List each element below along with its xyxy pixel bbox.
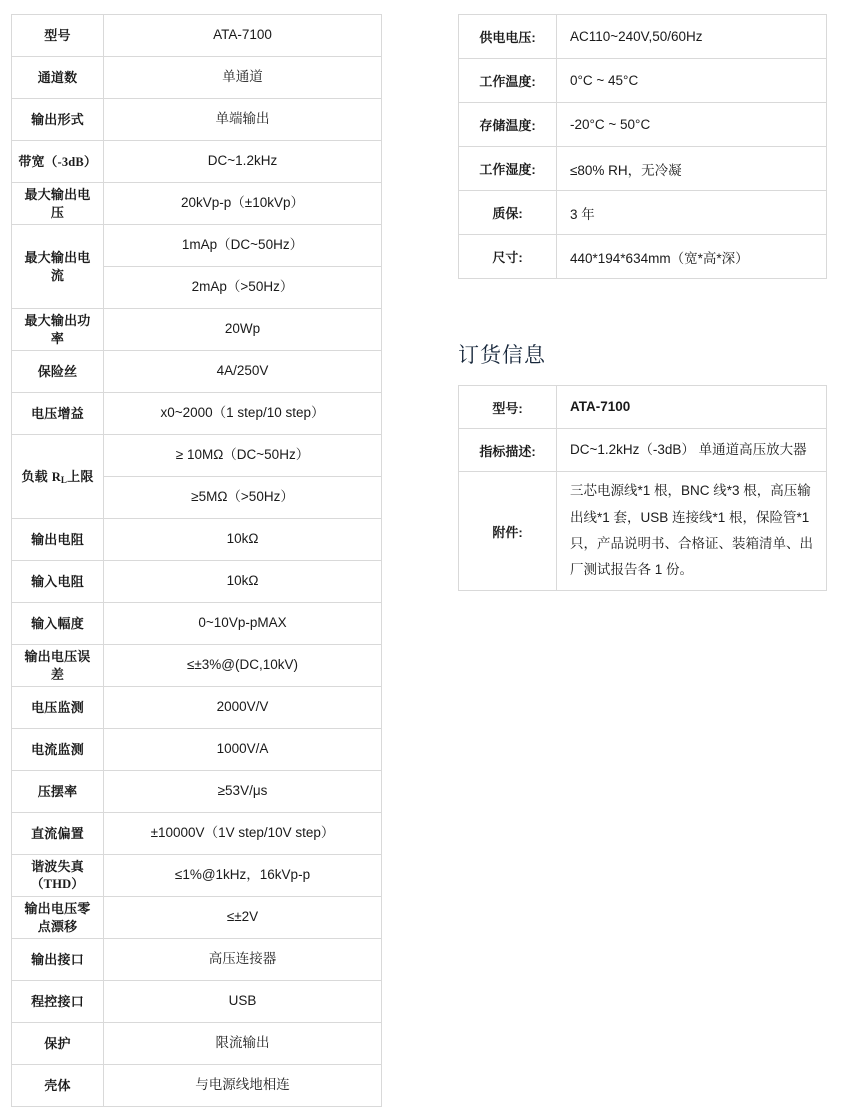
spec-label-zero-drift: 输出电压零点漂移 [12,897,104,939]
table-row [12,1065,382,1107]
table-row [12,309,382,351]
spec-label-thd-note: （THD） [30,877,85,892]
table-row [12,225,382,267]
spec-value-model: ATA-7100 [104,15,382,57]
table-row [12,687,382,729]
table-row [12,351,382,393]
spec-label-dc-offset: 直流偏置 [12,813,104,855]
main-specification-table [11,14,382,1107]
table-row [12,855,382,897]
spec-label-bandwidth-text: 带宽 [18,153,45,169]
spec-value-bandwidth: DC~1.2kHz [104,141,382,183]
table-row [459,191,827,235]
spec-value-fuse: 4A/250V [104,351,382,393]
spec-label-channels: 通道数 [12,57,104,99]
spec-value-input-amplitude: 0~10Vp-pMAX [104,603,382,645]
spec-label-input-resistance: 输入电阻 [12,561,104,603]
table-row [12,99,382,141]
table-row [12,981,382,1023]
env-value-dimensions: 440*194*634mm（宽*高*深） [557,235,827,279]
spec-label-fuse: 保险丝 [12,351,104,393]
table-row [459,472,827,591]
spec-value-zero-drift: ≤±2V [104,897,382,939]
table-row [12,603,382,645]
env-label-operating-temperature: 工作温度: [459,59,557,103]
spec-label-bandwidth-note: （-3dB） [44,154,97,169]
spec-value-load-high: ≥5MΩ（>50Hz） [104,477,382,519]
table-row [459,429,827,472]
table-row [12,897,382,939]
spec-label-voltage-gain: 电压增益 [12,393,104,435]
load-label-prefix: 负载 [21,468,48,484]
table-row [12,15,382,57]
spec-value-dc-offset: ±10000V（1V step/10V step） [104,813,382,855]
table-row [12,771,382,813]
ordering-information-heading: 订货信息 [458,344,546,367]
table-row [459,147,827,191]
table-row [12,393,382,435]
spec-value-enclosure: 与电源线地相连 [104,1065,382,1107]
spec-value-max-output-power: 20Wp [104,309,382,351]
spec-label-voltage-monitor: 电压监测 [12,687,104,729]
spec-label-input-amplitude: 输入幅度 [12,603,104,645]
spec-label-protection: 保护 [12,1023,104,1065]
spec-value-channels: 单通道 [104,57,382,99]
spec-label-thd [12,855,104,897]
spec-label-enclosure: 壳体 [12,1065,104,1107]
table-row [12,1023,382,1065]
spec-label-max-output-voltage: 最大输出电压 [12,183,104,225]
env-value-operating-temperature: 0°C ~ 45°C [557,59,827,103]
spec-label-program-interface: 程控接口 [12,981,104,1023]
spec-label-output-voltage-error: 输出电压误差 [12,645,104,687]
table-row [12,561,382,603]
table-row [12,141,382,183]
ordering-information-table [458,385,827,591]
table-row [12,729,382,771]
table-row [459,386,827,429]
env-label-supply-voltage: 供电电压: [459,15,557,59]
table-row [459,235,827,279]
table-row [12,645,382,687]
env-label-warranty: 质保: [459,191,557,235]
spec-label-load-upper-limit [12,435,104,519]
spec-label-max-output-power: 最大输出功率 [12,309,104,351]
spec-label-model: 型号 [12,15,104,57]
order-value-accessories: 三芯电源线*1 根，BNC 线*3 根，高压输出线*1 套，USB 连接线*1 根，保险管*1 只，产品说明书、合格证、装箱清单、出厂测试报告各 1 份。 [557,472,827,591]
load-label-suffix: 上限 [67,468,94,484]
table-row [12,939,382,981]
spec-value-voltage-gain: x0~2000（1 step/10 step） [104,393,382,435]
order-label-description: 指标描述: [459,429,557,472]
spec-value-max-output-current-high: 2mAp（>50Hz） [104,267,382,309]
table-row [12,57,382,99]
spec-value-input-resistance: 10kΩ [104,561,382,603]
spec-label-output-resistance: 输出电阻 [12,519,104,561]
env-value-operating-humidity: ≤80% RH，无冷凝 [557,147,827,191]
spec-label-thd-text: 谐波失真 [31,858,84,874]
env-label-dimensions: 尺寸: [459,235,557,279]
table-row [459,59,827,103]
spec-value-slew-rate: ≥53V/μs [104,771,382,813]
table-row [12,519,382,561]
spec-value-output-connector: 高压连接器 [104,939,382,981]
spec-value-max-output-voltage: 20kVp-p（±10kVp） [104,183,382,225]
table-row [459,15,827,59]
env-label-operating-humidity: 工作湿度: [459,147,557,191]
load-symbol-sub-l: L [60,474,68,485]
spec-value-thd: ≤1%@1kHz，16kVp-p [104,855,382,897]
spec-value-program-interface: USB [104,981,382,1023]
spec-label-slew-rate: 压摆率 [12,771,104,813]
environment-specification-table [458,14,827,279]
table-row [12,183,382,225]
spec-value-load-low: ≥ 10MΩ（DC~50Hz） [104,435,382,477]
order-label-accessories: 附件: [459,472,557,591]
spec-label-output-connector: 输出接口 [12,939,104,981]
load-label-symbol [52,470,67,484]
env-value-supply-voltage: AC110~240V,50/60Hz [557,15,827,59]
table-row [459,103,827,147]
spec-label-current-monitor: 电流监测 [12,729,104,771]
spec-label-output-form: 输出形式 [12,99,104,141]
env-label-storage-temperature: 存储温度: [459,103,557,147]
order-value-model: ATA-7100 [557,386,827,429]
spec-value-output-form: 单端输出 [104,99,382,141]
spec-value-current-monitor: 1000V/A [104,729,382,771]
spec-value-output-resistance: 10kΩ [104,519,382,561]
table-row [12,435,382,477]
env-value-storage-temperature: -20°C ~ 50°C [557,103,827,147]
spec-value-voltage-monitor: 2000V/V [104,687,382,729]
spec-value-protection: 限流输出 [104,1023,382,1065]
env-value-warranty: 3 年 [557,191,827,235]
order-label-model: 型号: [459,386,557,429]
order-value-description: DC~1.2kHz（-3dB） 单通道高压放大器 [557,429,827,472]
spec-value-output-voltage-error: ≤±3%@(DC,10kV) [104,645,382,687]
table-row [12,813,382,855]
spec-value-max-output-current-low: 1mAp（DC~50Hz） [104,225,382,267]
load-symbol-r: R [51,469,61,484]
spec-label-bandwidth [12,141,104,183]
spec-label-max-output-current: 最大输出电流 [12,225,104,309]
